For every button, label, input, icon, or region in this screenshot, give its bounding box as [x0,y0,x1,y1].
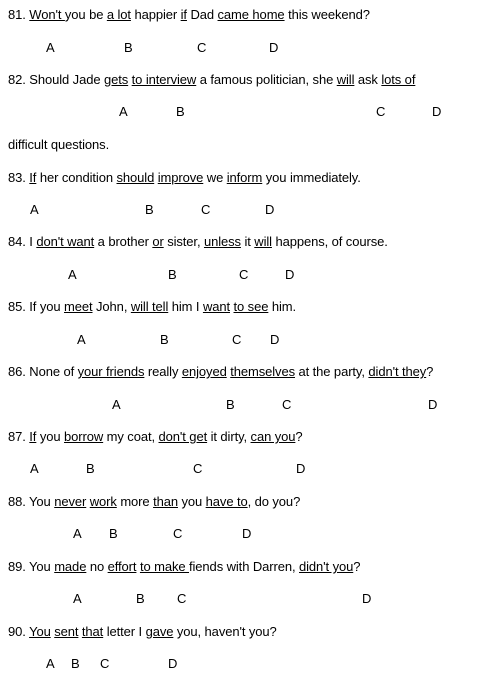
underlined-segment: work [89,494,117,509]
question-83-option-d: D [265,202,275,217]
question-84-option-c: C [239,267,249,282]
question-82-option-d: D [432,104,442,119]
text-segment: this weekend? [284,7,370,22]
underlined-segment: to make [139,559,189,574]
underlined-segment: If [29,429,37,444]
question-84-option-a: A [68,267,77,282]
text-segment: you, haven't you? [173,624,277,639]
question-83-sentence [8,170,361,186]
question-85-option-b: B [160,332,169,347]
underlined-segment: didn't you [299,559,354,574]
underlined-segment: to interview [131,72,197,87]
text-segment: ? [353,559,361,574]
text-segment: 84. I [8,234,37,249]
text-segment: fiends with Darren, [189,559,299,574]
underlined-segment: enjoyed [181,364,227,379]
question-87-option-a: A [30,461,39,476]
question-81-option-c: C [197,40,207,55]
question-87-option-b: B [86,461,95,476]
text-segment: 82. Should Jade [8,72,104,87]
text-segment: a brother [94,234,153,249]
underlined-segment: inform [226,170,263,185]
underlined-segment: Won't [29,7,65,22]
text-segment: 86. None of [8,364,78,379]
question-82-sentence [8,72,415,88]
question-89-option-a: A [73,591,82,606]
question-85-option-d: D [270,332,280,347]
question-90-option-b: B [71,656,80,671]
underlined-segment: If [29,170,37,185]
text-segment: we [203,170,227,185]
question-90-option-c: C [100,656,110,671]
question-90-option-d: D [168,656,178,671]
question-83-option-b: B [145,202,154,217]
question-86-sentence [8,364,433,380]
underlined-segment: to see [233,299,269,314]
text-segment: Dad [186,7,218,22]
underlined-segment: themselves [230,364,295,379]
text-segment: 83. [8,170,30,185]
question-83-option-c: C [201,202,211,217]
question-90-sentence [8,624,277,640]
text-segment: her condition [36,170,117,185]
underlined-segment: than [153,494,178,509]
text-segment: 88. You [8,494,55,509]
text-segment: , do you? [247,494,301,509]
text-segment: you [36,429,65,444]
text-segment: really [144,364,182,379]
question-89-option-b: B [136,591,145,606]
underlined-segment: have to [205,494,248,509]
question-85-sentence [8,299,296,315]
text-segment: you [177,494,206,509]
underlined-segment: or [152,234,164,249]
underlined-segment: gave [145,624,174,639]
underlined-segment: sent [54,624,79,639]
underlined-segment: your friends [77,364,145,379]
question-89-option-d: D [362,591,372,606]
question-83-option-a: A [30,202,39,217]
question-87-option-c: C [193,461,203,476]
question-84-sentence [8,234,388,250]
underlined-segment: will tell [130,299,169,314]
question-86-option-c: C [282,397,292,412]
underlined-segment: lots of [381,72,416,87]
question-84-option-d: D [285,267,295,282]
underlined-segment: borrow [64,429,104,444]
question-81-sentence [8,7,370,23]
underlined-segment: that [81,624,104,639]
question-82-option-a: A [119,104,128,119]
question-87-option-d: D [296,461,306,476]
underlined-segment: unless [203,234,241,249]
question-88-option-d: D [242,526,252,541]
text-segment: happens, of course. [271,234,388,249]
question-86-option-d: D [428,397,438,412]
text-segment: 89. You [8,559,55,574]
text-segment: 85. If you [8,299,64,314]
question-86-option-a: A [112,397,121,412]
text-segment: a famous politician, she [196,72,337,87]
text-segment: sister, [163,234,204,249]
underlined-segment: improve [157,170,204,185]
text-segment: 90. [8,624,30,639]
text-segment: you immediately. [262,170,361,185]
text-segment: 87. [8,429,30,444]
text-segment: no [86,559,108,574]
question-82-option-c: C [376,104,386,119]
question-87-sentence [8,429,303,445]
underlined-segment: meet [64,299,93,314]
question-88-option-b: B [109,526,118,541]
question-82-continuation: difficult questions. [8,137,110,152]
question-84-option-b: B [168,267,177,282]
underlined-segment: didn't they [368,364,427,379]
question-89-option-c: C [177,591,187,606]
underlined-segment: if [180,7,187,22]
underlined-segment: don't get [158,429,208,444]
underlined-segment: will [336,72,355,87]
text-segment: him. [268,299,297,314]
text-segment: happier [130,7,181,22]
text-segment: John, [92,299,131,314]
underlined-segment: should [116,170,155,185]
text-segment: you be [64,7,107,22]
question-81-option-d: D [269,40,279,55]
underlined-segment: can you [250,429,296,444]
question-88-sentence [8,494,300,510]
question-85-option-a: A [77,332,86,347]
text-segment: ? [295,429,303,444]
question-89-sentence [8,559,360,575]
question-81-option-b: B [124,40,133,55]
question-88-option-c: C [173,526,183,541]
underlined-segment: a lot [106,7,131,22]
question-82-option-b: B [176,104,185,119]
text-segment: ask [354,72,382,87]
underlined-segment: made [54,559,87,574]
text-segment: 81. [8,7,30,22]
underlined-segment: don't want [36,234,95,249]
text-segment: it [240,234,255,249]
question-85-option-c: C [232,332,242,347]
question-81-option-a: A [46,40,55,55]
underlined-segment: gets [103,72,129,87]
underlined-segment: You [29,624,51,639]
question-86-option-b: B [226,397,235,412]
text-segment: it dirty, [207,429,251,444]
text-segment: letter I [103,624,146,639]
text-segment: more [116,494,154,509]
underlined-segment: came home [217,7,285,22]
underlined-segment: never [54,494,87,509]
question-88-option-a: A [73,526,82,541]
underlined-segment: effort [107,559,137,574]
underlined-segment: will [254,234,272,249]
text-segment: at the party, [294,364,369,379]
text-segment: ? [426,364,434,379]
text-segment: him I [168,299,203,314]
underlined-segment: want [202,299,230,314]
text-segment: my coat, [103,429,159,444]
question-90-option-a: A [46,656,55,671]
